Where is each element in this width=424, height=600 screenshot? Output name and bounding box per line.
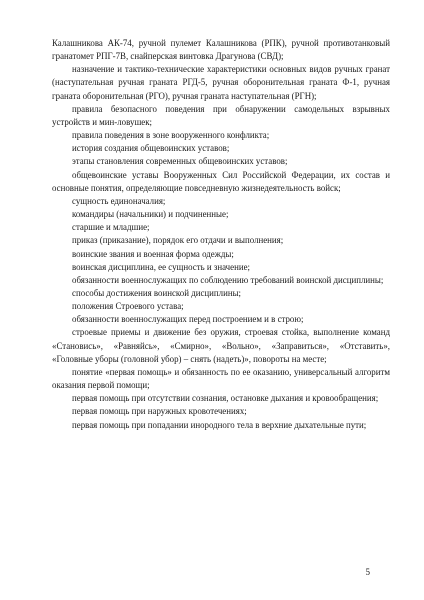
paragraph-discipline-duties: обязанности военнослужащих по соблюдению требований воинской дисциплины; <box>72 274 384 285</box>
paragraph-discipline: воинская дисциплина, ее сущность и значение; <box>72 261 250 272</box>
paragraph-seniors: старшие и младшие; <box>72 222 150 233</box>
paragraph-regulations-stages: этапы становления современных общевоинских уставов; <box>72 156 288 167</box>
paragraph-regulations-history: история создания общевоинских уставов; <box>72 143 230 154</box>
paragraph-discipline-methods: способы достижения воинской дисциплины; <box>72 287 241 298</box>
paragraph-drill-commands: строевые приемы и движение без оружия, строевая стойка, выполнение команд «Становись», «Равняйсь», «Смирно», «Вольно», «Заправиться», «Отставить», «Головные уборы (головной убор) – снять (надеть)», повороты на месте; <box>52 327 390 364</box>
paragraph-first-aid-consciousness: первая помощь при отсутствии сознания, остановке дыхания и кровообращения; <box>72 393 379 404</box>
paragraph-first-aid-airway: первая помощь при попадании инородного тела в верхние дыхательные пути; <box>72 419 367 430</box>
body-text <box>52 37 390 432</box>
paragraph-commanders: командиры (начальники) и подчиненные; <box>72 209 229 220</box>
paragraph-general-regulations: общевоинские уставы Вооруженных Сил Российской Федерации, их состав и основные понятия, определяющие повседневную жизнедеятельность войск; <box>52 169 390 193</box>
page-number: 5 <box>365 567 370 577</box>
paragraph-weapons-list: Калашникова АК-74, ручной пулемет Калашникова (РПК), ручной противотанковый гранатомет РПГ-7В, снайперская винтовка Драгунова (СВД); <box>52 38 390 62</box>
paragraph-drill-regulations: положения Строевого устава; <box>72 301 184 312</box>
paragraph-first-aid-bleeding: первая помощь при наружных кровотечениях; <box>72 406 247 417</box>
paragraph-conflict-zone: правила поведения в зоне вооруженного конфликта; <box>72 130 270 141</box>
paragraph-order: приказ (приказание), порядок его отдачи и выполнения; <box>72 235 284 246</box>
paragraph-explosive-safety: правила безопасного поведения при обнаружении самодельных взрывных устройств и мин-ловушек; <box>52 103 390 127</box>
paragraph-ranks-uniform: воинские звания и военная форма одежды; <box>72 248 234 259</box>
paragraph-unity-of-command: сущность единоначалия; <box>72 195 166 206</box>
paragraph-first-aid-concept: понятие «первая помощь» и обязанность по ее оказанию, универсальный алгоритм оказания первой помощи; <box>52 366 390 391</box>
paragraph-grenades: назначение и тактико-технические характеристики основных видов ручных гранат (наступательная ручная граната РГД-5, ручная оборонительная граната Ф-1, ручная граната оборонительная (РГО), ручная граната наступательная (РГН); <box>52 64 390 101</box>
paragraph-formation-duties: обязанности военнослужащих перед построением и в строю; <box>72 314 304 325</box>
